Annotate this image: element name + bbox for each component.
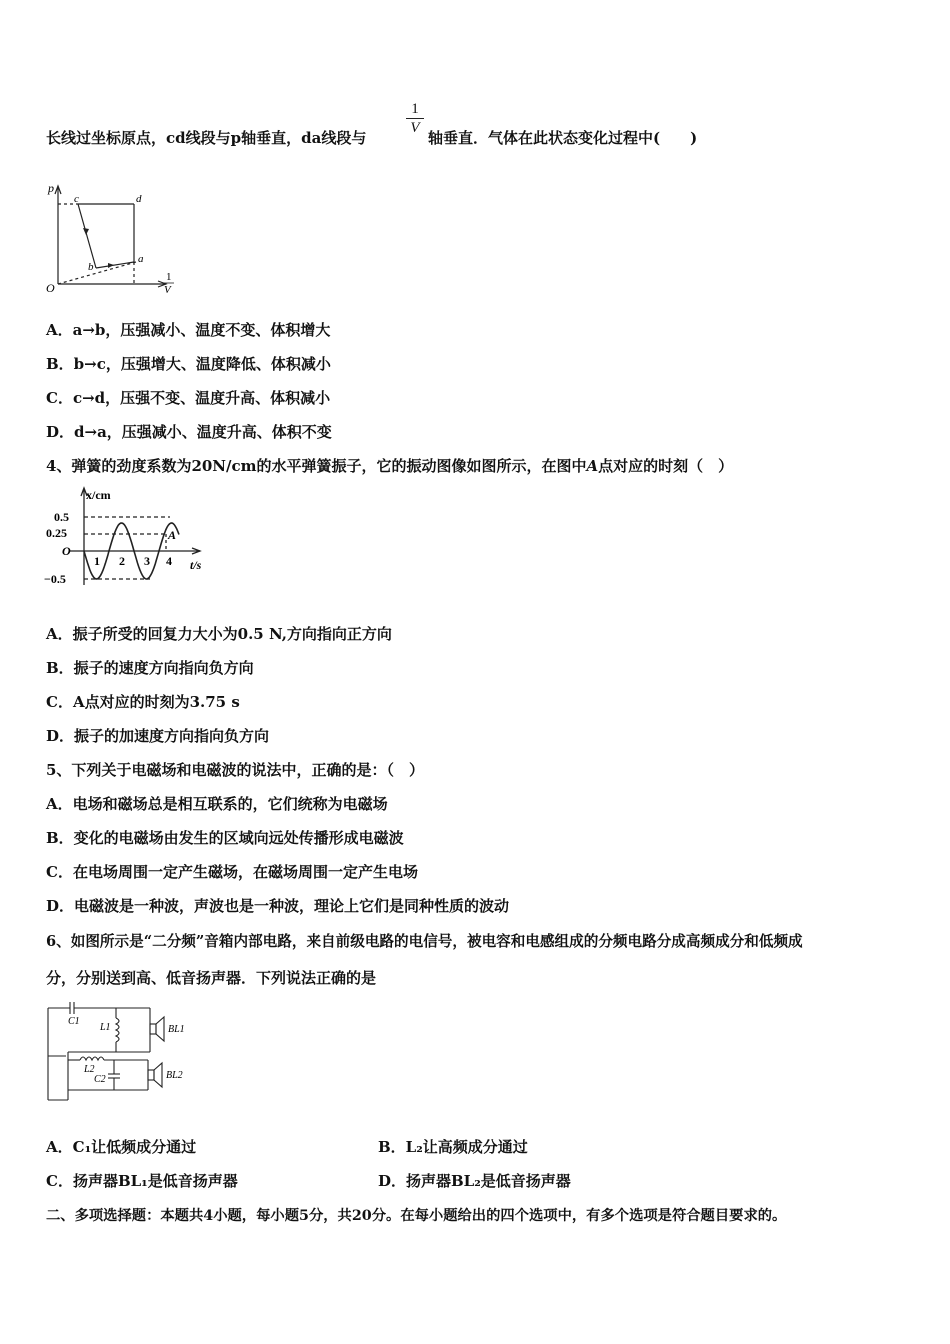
q5-option-c: C．在电场周围一定产生磁场，在磁场周围一定产生电场 xyxy=(46,863,418,881)
q6-option-c: C．扬声器BL₁是低音扬声器 xyxy=(46,1172,238,1190)
q3-option-a: A．a→b，压强减小、温度不变、体积增大 xyxy=(46,321,331,339)
segment-ab xyxy=(96,262,134,268)
speaker-bl2-body xyxy=(148,1070,154,1080)
x-axis-label: t/s xyxy=(190,558,202,572)
x-axis-label-num: 1 xyxy=(166,271,172,283)
label-bl1: BL1 xyxy=(168,1024,185,1035)
speaker-bl2-cone xyxy=(154,1063,162,1087)
q6-option-d: D．扬声器BL₂是低音扬声器 xyxy=(378,1172,571,1190)
q6-option-b: B．L₂让高频成分通过 xyxy=(378,1138,528,1156)
t-tick-1: 1 xyxy=(94,554,100,568)
q3-option-d: D．d→a，压强减小、温度升高、体积不变 xyxy=(46,423,332,441)
q3-fraction-denominator: V xyxy=(410,120,420,136)
q6-option-a: A．C₁让低频成分通过 xyxy=(46,1138,197,1156)
q5-option-d: D．电磁波是一种波，声波也是一种波，理论上它们是同种性质的波动 xyxy=(46,897,510,915)
point-a-label: A xyxy=(168,528,177,542)
q6-stem-line2: 分，分别送到高、低音扬声器．下列说法正确的是 xyxy=(46,969,377,987)
q3-option-c: C．c→d，压强不变、温度升高、体积减小 xyxy=(46,389,331,407)
speaker-bl1-body xyxy=(150,1024,156,1034)
q3-fraction xyxy=(406,100,424,137)
point-a-label: a xyxy=(138,253,144,265)
label-c2: C2 xyxy=(94,1074,106,1085)
q5-option-b: B．变化的电磁场由发生的区域向远处传播形成电磁波 xyxy=(46,829,404,847)
speaker-bl1-cone xyxy=(156,1017,164,1041)
p-axis-label: p xyxy=(48,181,54,195)
y-tick-neg0.5: −0.5 xyxy=(44,572,66,586)
q4-option-b: B．振子的速度方向指向负方向 xyxy=(46,659,254,677)
t-tick-2: 2 xyxy=(119,554,125,568)
y-tick-0.25: 0.25 xyxy=(46,526,67,540)
inductor-l2 xyxy=(80,1057,104,1060)
q6-stem-line1: 6、如图所示是“二分频”音箱内部电路，来自前级电路的电信号，被电容和电感组成的分频电路分成高频成分和低频成 xyxy=(46,933,803,950)
origin-label: O xyxy=(62,544,71,558)
q3-option-b: B．b→c，压强增大、温度降低、体积减小 xyxy=(46,355,331,373)
label-l1: L1 xyxy=(100,1022,111,1033)
inductor-l1 xyxy=(116,1018,119,1042)
q4-stem-part-a: 4、弹簧的劲度系数为20N/cm的水平弹簧振子，它的振动图像如图所示，在图中 xyxy=(46,457,587,475)
isotherm-dashed-line xyxy=(58,262,136,284)
q4-option-d: D．振子的加速度方向指向负方向 xyxy=(46,727,270,745)
label-bl2: BL2 xyxy=(166,1070,183,1081)
q3-stem-part1: 长线过坐标原点，cd线段与p轴垂直，da线段与 xyxy=(46,129,367,147)
q4-stem xyxy=(46,456,733,476)
label-c1: C1 xyxy=(68,1016,80,1027)
t-tick-3: 3 xyxy=(144,554,150,568)
segment-bc xyxy=(78,204,96,268)
q4-oscillation-graph xyxy=(40,485,210,590)
y-tick-0.5: 0.5 xyxy=(54,510,69,524)
q3-stem xyxy=(46,128,366,148)
label-l2: L2 xyxy=(84,1064,95,1075)
q4-stem-part-b: 点对应的时刻（ ） xyxy=(598,457,734,475)
arrow-b-to-c xyxy=(83,228,89,235)
q4-option-a: A．振子所受的回复力大小为0.5 N,方向指向正方向 xyxy=(46,625,392,643)
q3-fraction-numerator: 1 xyxy=(406,100,424,119)
point-b-label: b xyxy=(88,261,94,273)
q3-pv-graph xyxy=(44,180,184,295)
q5-stem: 5、下列关于电磁场和电磁波的说法中，正确的是：（ ） xyxy=(46,761,424,779)
q3-stem-tail xyxy=(428,128,697,148)
point-d-label: d xyxy=(136,193,142,205)
point-c-label: c xyxy=(74,193,79,205)
q3-stem-part2: 轴垂直．气体在此状态变化过程中( ) xyxy=(428,129,698,147)
q6-circuit-diagram xyxy=(44,998,194,1103)
q5-option-a: A．电场和磁场总是相互联系的，它们统称为电磁场 xyxy=(46,795,388,813)
section2-heading: 二、多项选择题：本题共4小题，每小题5分，共20分。在每小题给出的四个选项中，有多个选项是符合题目要求的。 xyxy=(46,1208,787,1224)
y-axis-label: x/cm xyxy=(86,488,111,502)
t-tick-4: 4 xyxy=(166,554,172,568)
q4-option-c: C．A点对应的时刻为3.75 s xyxy=(46,693,240,711)
origin-label: O xyxy=(46,281,55,295)
x-axis-label-den: V xyxy=(164,284,171,296)
q4-stem-point: A xyxy=(586,457,599,475)
